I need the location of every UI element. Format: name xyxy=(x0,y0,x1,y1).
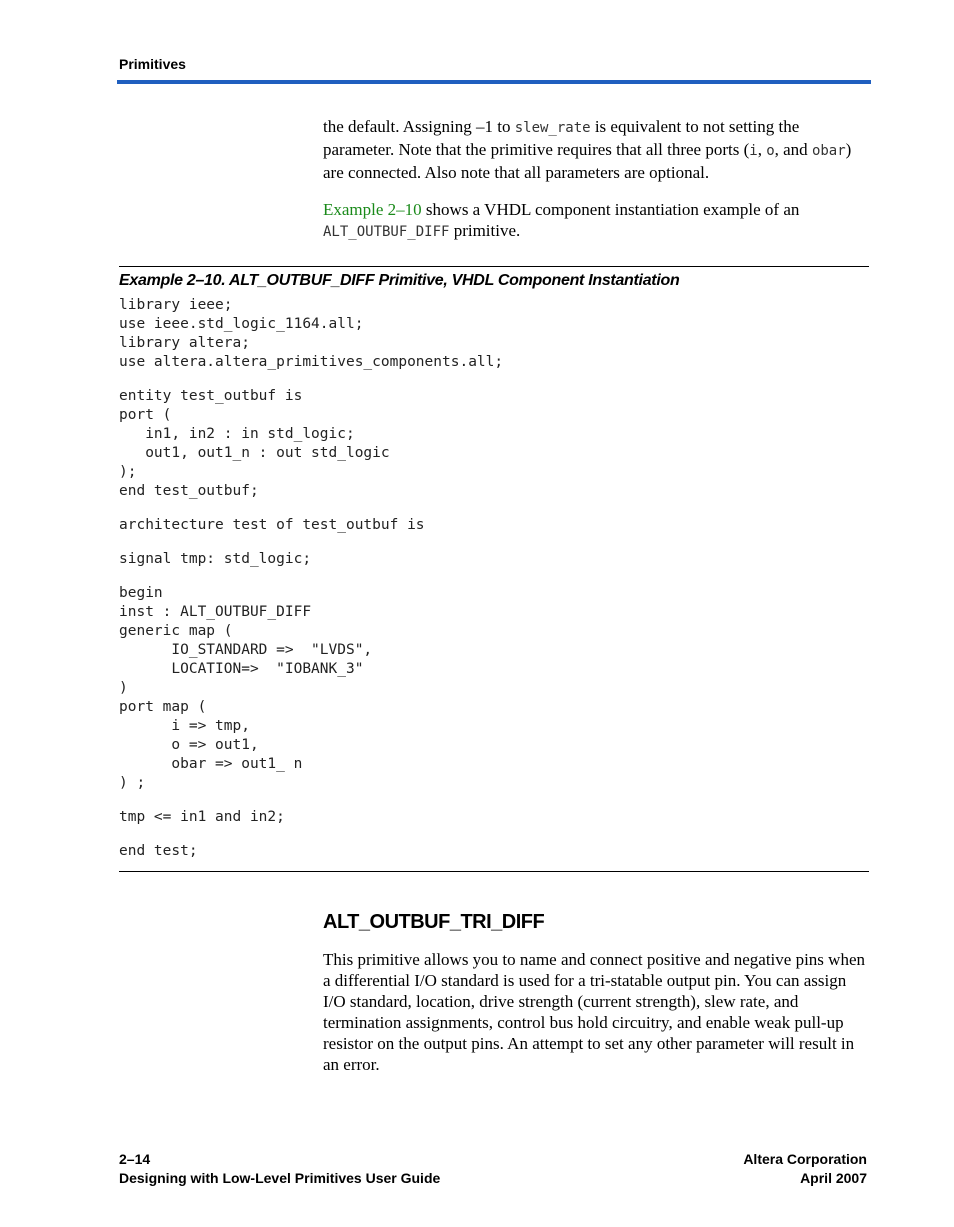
code-block: library ieee; use ieee.std_logic_1164.all; library altera; use altera.altera_primitives_components.all; xyxy=(119,297,504,370)
inline-code: slew_rate xyxy=(514,120,591,136)
header-rule xyxy=(117,80,871,84)
text: ) are connected. Also note that all parameters are optional. xyxy=(323,140,852,182)
code-listing xyxy=(119,296,503,861)
code-block: begin inst : ALT_OUTBUF_DIFF generic map ( IO_STANDARD => "LVDS", LOCATION=> "IOBANK_3" ) port map ( i => tmp, o => out1, obar => out1_ n ) ; xyxy=(119,585,373,791)
text: is equivalent to not setting the parameter. Note that the primitive requires that all three ports ( xyxy=(323,117,800,159)
page-number: 2–14 xyxy=(119,1151,151,1167)
code-block: end test; xyxy=(119,843,198,859)
inline-code: ALT_OUTBUF_DIFF xyxy=(323,224,450,240)
section-paragraph: This primitive allows you to name and connect positive and negative pins when a differential I/O standard is used for a tri-statable output pin. You can assign I/O standard, location, drive strength (current strength), slew rate, and termination assignments, control bus hold circuitry, and enable weak pull-up resistor on the output pins. An attempt to set any other parameter will result in an error. xyxy=(323,950,865,1074)
example-reference-paragraph xyxy=(323,199,868,243)
publication-date: April 2007 xyxy=(800,1170,867,1186)
inline-code: o xyxy=(766,143,775,159)
text: primitive. xyxy=(449,221,521,240)
footer-left xyxy=(119,1150,440,1188)
section-heading: ALT_OUTBUF_TRI_DIFF xyxy=(323,911,545,933)
company-name: Altera Corporation xyxy=(743,1151,867,1167)
code-block: entity test_outbuf is port ( in1, in2 : in std_logic; out1, out1_n : out std_logic ); end test_outbuf; xyxy=(119,388,390,499)
code-block: tmp <= in1 and in2; xyxy=(119,809,285,825)
example-link[interactable]: Example 2–10 xyxy=(323,200,422,219)
example-top-rule xyxy=(119,266,869,267)
text: the default. Assigning –1 to xyxy=(323,117,515,136)
document-title: Designing with Low-Level Primitives User Guide xyxy=(119,1170,441,1186)
example-caption: Example 2–10. ALT_OUTBUF_DIFF Primitive, VHDL Component Instantiation xyxy=(119,272,680,289)
inline-code: i xyxy=(749,143,758,159)
intro-paragraph xyxy=(323,116,868,183)
text: , and xyxy=(774,140,812,159)
footer-right xyxy=(743,1150,867,1188)
example-bottom-rule xyxy=(119,871,869,872)
running-header: Primitives xyxy=(119,56,186,72)
text: , xyxy=(757,140,767,159)
inline-code: obar xyxy=(811,143,846,159)
code-block: architecture test of test_outbuf is xyxy=(119,517,425,533)
text: shows a VHDL component instantiation example of an xyxy=(421,200,800,219)
code-block: signal tmp: std_logic; xyxy=(119,551,312,567)
